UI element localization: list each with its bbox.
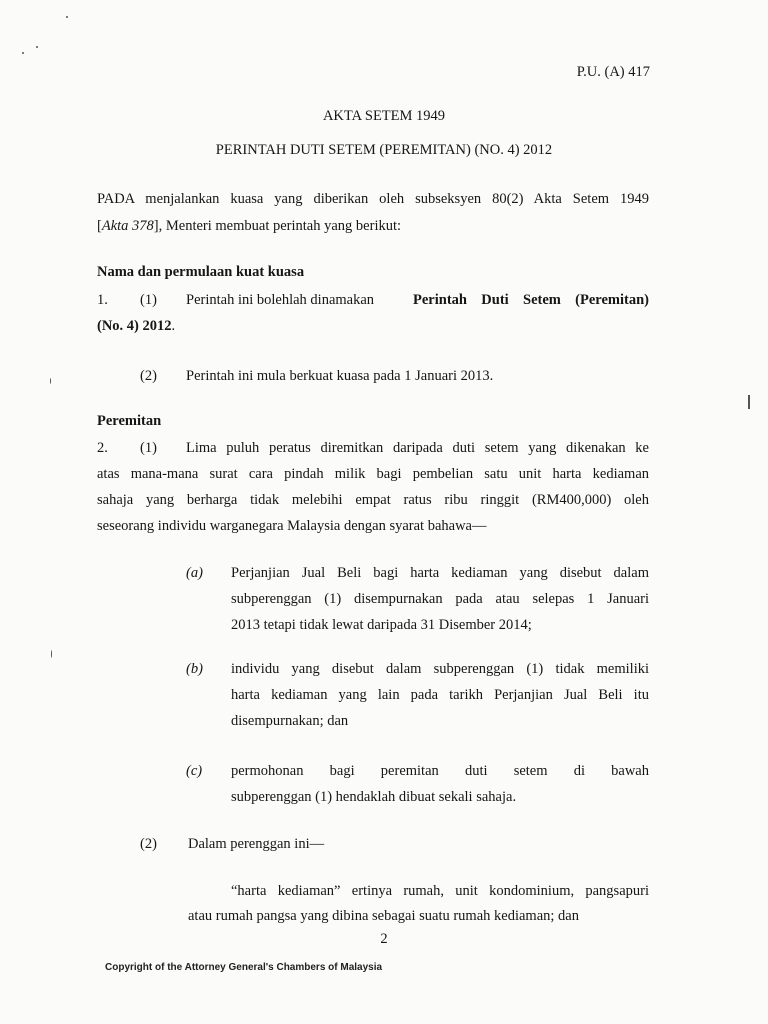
section-1-sub-1-text: Perintah ini bolehlah dinamakan: [186, 292, 375, 308]
item-a-body: Perjanjian Jual Beli bagi harta kediaman yang disebut dalam subperenggan (1) disempurnakan pada atau selepas 1 Januari 2013 tetapi tidak lewat daripada 31 Disember 2014;: [231, 565, 649, 633]
section-1-sub-1-end: (No. 4) 2012.: [97, 318, 176, 334]
copyright-footer: Copyright of the Attorney General's Chambers of Malaysia: [105, 962, 383, 973]
section-2-heading: Peremitan: [97, 413, 162, 429]
section-1-heading: Nama dan permulaan kuat kuasa: [97, 264, 305, 280]
preamble-line-1: PADA menjalankan kuasa yang diberikan oleh subseksyen 80(2) Akta Setem 1949: [97, 191, 649, 207]
section-1-number: 1.: [97, 292, 108, 308]
item-c-body: permohonan bagi peremitan duti setem di bawah subperenggan (1) hendaklah dibuat sekali sahaja.: [231, 763, 649, 805]
definition-line-2: atau rumah pangsa yang dibina sebagai suatu rumah kediaman; dan: [188, 908, 579, 924]
scan-speck: [36, 46, 38, 48]
definition-line-1: “harta kediaman” ertinya rumah, unit kondominium, pangsapuri: [231, 883, 649, 899]
act-title: AKTA SETEM 1949: [322, 108, 446, 124]
preamble-line-2: [Akta 378], Menteri membuat perintah yang berikut:: [97, 218, 402, 234]
item-b-body: individu yang disebut dalam subperenggan (1) tidak memiliki harta kediaman yang lain pada tarikh Perjanjian Jual Beli itu disempurnakan; dan: [231, 661, 649, 729]
section-2-number: 2.: [97, 440, 108, 456]
section-1-sub-1-label: (1): [140, 292, 157, 308]
scan-speck: [51, 650, 52, 658]
section-2-line-1: Lima puluh peratus diremitkan daripada duti setem yang dikenakan ke: [186, 440, 649, 456]
publication-reference: P.U. (A) 417: [576, 64, 650, 80]
section-2-line-3: sahaja yang berharga tidak melebihi empat ratus ribu ringgit (RM400,000) oleh: [97, 492, 649, 508]
scan-speck: [50, 378, 51, 384]
scan-speck: [748, 395, 750, 409]
section-1-sub-2-label: (2): [140, 368, 157, 384]
item-c-label: (c): [186, 763, 203, 779]
item-b-label: (b): [186, 661, 203, 677]
section-2-sub-2-label: (2): [140, 836, 157, 852]
act-number: Akta 378: [101, 218, 154, 234]
scan-speck: [22, 52, 24, 54]
item-a-label: (a): [186, 565, 203, 581]
page-number: 2: [380, 931, 388, 947]
section-2-sub-2-text: Dalam perenggan ini—: [188, 836, 325, 852]
section-2-line-4: seseorang individu warganegara Malaysia dengan syarat bahawa—: [97, 518, 487, 534]
section-2-sub-1-label: (1): [140, 440, 157, 456]
order-title: PERINTAH DUTI SETEM (PEREMITAN) (NO. 4) 2012: [215, 142, 553, 158]
scan-speck: [66, 16, 68, 18]
section-2-line-2: atas mana-mana surat cara pindah milik bagi pembelian satu unit harta kediaman: [97, 466, 649, 482]
section-1-sub-2-text: Perintah ini mula berkuat kuasa pada 1 Januari 2013.: [186, 368, 494, 384]
order-short-title: Perintah Duti Setem (Peremitan): [413, 292, 649, 308]
